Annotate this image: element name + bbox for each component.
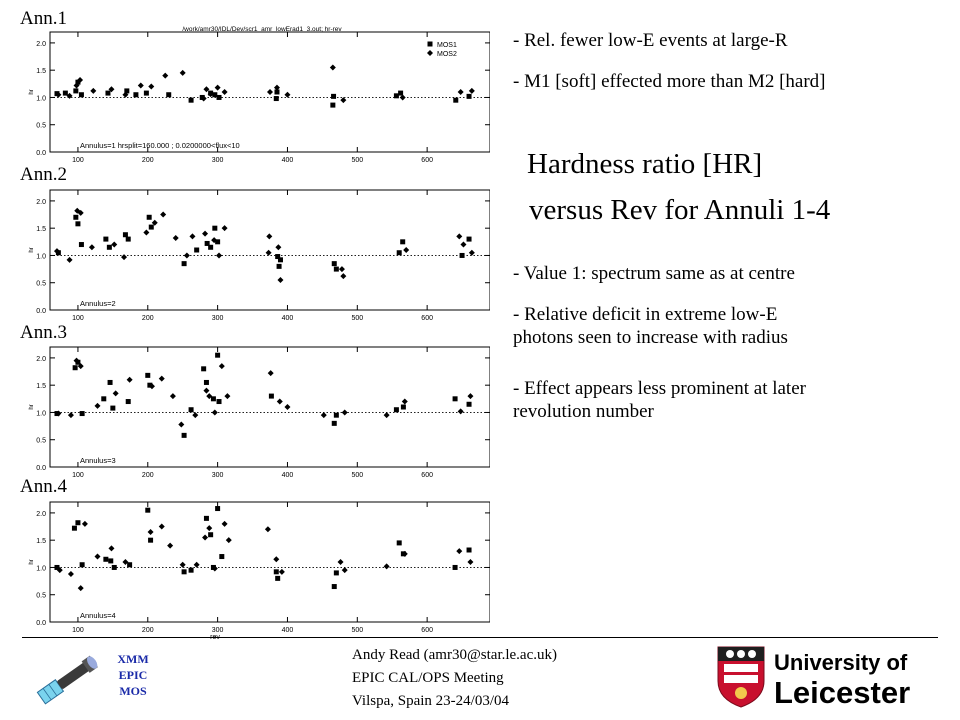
data-point-mos1 [75,520,80,525]
data-point-mos1 [204,380,209,385]
data-point-mos2 [184,252,190,258]
panel-label-1: Ann.1 [20,8,67,29]
data-point-mos1 [394,407,399,412]
data-point-mos2 [338,559,344,565]
data-point-mos1 [334,570,339,575]
y-tick-label: 2.0 [36,198,46,206]
data-point-mos2 [180,562,186,568]
y-tick-label: 0.5 [36,280,46,288]
x-tick-label: 500 [351,627,364,634]
data-point-mos2 [279,569,285,575]
hr-plot-svg-4 [0,492,490,640]
data-point-mos2 [127,377,133,383]
data-point-mos2 [167,543,173,549]
x-tick-label: 100 [72,315,84,320]
y-tick-label: 1.5 [36,226,46,234]
y-axis-label: hr [29,247,35,253]
plot-header: /work/amr30/IDL/Dev/scr1_amr_lowErad1_3.out; hr-rev [182,26,342,33]
plot-frame [50,347,490,467]
leicester-shield-icon [716,645,766,707]
data-point-mos2 [67,257,73,263]
x-tick-label: 100 [72,627,84,634]
x-tick-label: 400 [281,157,294,162]
y-tick-label: 2.0 [36,510,46,518]
data-point-mos1 [453,565,458,570]
hr-plot-annulus-2 [0,180,490,320]
data-point-mos2 [456,233,462,239]
footer-divider [22,637,938,638]
x-tick-label: 300 [211,157,224,162]
data-point-mos2 [275,244,281,250]
data-point-mos1 [274,569,279,574]
hr-plot-svg-3 [0,337,490,477]
y-tick-label: 0.5 [36,122,46,130]
data-point-mos1 [274,96,279,101]
data-point-mos1 [103,557,108,562]
data-point-mos1 [215,506,220,511]
x-tick-label: 400 [281,315,294,320]
data-point-mos1 [166,92,171,97]
data-point-mos2 [89,244,95,250]
data-point-mos1 [123,232,128,237]
footer-location-date: Vilspa, Spain 23-24/03/04 [352,693,510,709]
hr-plot-annulus-1 [0,22,490,162]
bullet-value-1: - Value 1: spectrum same as at centre [513,263,795,284]
data-point-mos1 [467,548,472,553]
data-point-mos2 [180,70,186,76]
y-tick-label: 1.5 [36,538,46,546]
data-point-mos2 [90,88,96,94]
data-point-mos1 [80,562,85,567]
legend-marker-mos1 [428,42,433,47]
data-point-mos2 [284,92,290,98]
panel-label-2: Ann.2 [20,164,67,185]
bullet-relative-deficit-line-2: photons seen to increase with radius [513,327,788,348]
y-tick-label: 0.5 [36,592,46,600]
panel-label-4: Ann.4 [20,476,67,497]
data-point-mos1 [334,267,339,272]
data-point-mos2 [222,521,228,527]
data-point-mos2 [121,254,127,260]
data-point-mos2 [456,548,462,554]
hr-plot-svg-1 [0,22,490,162]
legend-marker-mos2 [427,50,433,56]
data-point-mos1 [204,516,209,521]
university-of-leicester-logo [716,645,940,714]
data-point-mos1 [460,253,465,258]
data-point-mos2 [339,266,345,272]
data-point-mos2 [384,412,390,418]
data-point-mos2 [159,376,165,382]
data-point-mos2 [138,82,144,88]
data-point-mos1 [73,88,78,93]
data-point-mos2 [266,250,272,256]
data-point-mos1 [219,554,224,559]
y-tick-label: 2.0 [36,355,46,363]
leicester-logo-line-2: Leicester [774,675,911,709]
data-point-mos1 [149,225,154,230]
data-point-mos1 [189,98,194,103]
data-point-mos1 [217,399,222,404]
data-point-mos2 [403,247,409,253]
y-tick-label: 0.5 [36,437,46,445]
data-point-mos2 [216,252,222,258]
panel-label-3: Ann.3 [20,322,67,343]
data-point-mos1 [332,261,337,266]
plot-frame [50,502,490,622]
y-axis-label: hr [29,404,35,410]
data-point-mos2 [222,89,228,95]
slide-title-line-2: versus Rev for Annuli 1-4 [529,194,831,226]
annulus-annotation: Annulus=2 [80,299,116,308]
data-point-mos2 [219,363,225,369]
data-point-mos1 [201,366,206,371]
xmm-logo-line-1: XMM [117,652,149,666]
data-point-mos2 [143,230,149,236]
data-point-mos2 [194,562,200,568]
annulus-annotation: Annulus=1 hrsplit=160.000 ; 0.0200000<flux<10 [80,141,240,150]
data-point-mos2 [206,525,212,531]
data-point-mos2 [284,404,290,410]
data-point-mos1 [108,558,113,563]
data-point-mos1 [397,250,402,255]
bullet-relative-deficit-line-1: - Relative deficit in extreme low-E [513,304,778,325]
data-point-mos2 [202,534,208,540]
data-point-mos1 [331,94,336,99]
data-point-mos1 [211,396,216,401]
data-point-mos1 [278,257,283,262]
leicester-logo-line-1: University of [774,650,908,675]
data-point-mos1 [127,562,132,567]
data-point-mos1 [75,221,80,226]
xmm-logo-line-3: MOS [119,684,147,698]
data-point-mos2 [148,529,154,535]
data-point-mos2 [148,84,154,90]
data-point-mos2 [469,250,475,256]
data-point-mos2 [402,399,408,405]
data-point-mos2 [342,567,348,573]
data-point-mos1 [189,568,194,573]
xmm-logo-line-2: EPIC [118,668,148,682]
data-point-mos1 [133,92,138,97]
data-point-mos2 [224,393,230,399]
data-point-mos1 [208,532,213,537]
data-point-mos1 [400,239,405,244]
x-tick-label: 500 [351,315,364,320]
data-point-mos1 [105,91,110,96]
data-point-mos2 [162,73,168,79]
x-tick-label: 500 [351,472,364,477]
x-tick-label: 600 [421,157,433,162]
y-tick-label: 2.0 [36,40,46,48]
data-point-mos2 [108,545,114,551]
data-point-mos2 [215,85,221,91]
data-point-mos2 [469,88,475,94]
data-point-mos2 [330,64,336,70]
data-point-mos1 [126,399,131,404]
data-point-mos2 [189,233,195,239]
data-point-mos2 [340,273,346,279]
y-tick-label: 1.5 [36,68,46,76]
data-point-mos2 [68,412,74,418]
data-point-mos1 [182,569,187,574]
data-point-mos1 [182,433,187,438]
y-axis-label: hr [29,559,35,565]
data-point-mos1 [334,413,339,418]
x-tick-label: 200 [141,472,154,477]
x-axis-label: rev [210,634,220,640]
data-point-mos2 [94,403,100,409]
data-point-mos1 [110,406,115,411]
data-point-mos1 [467,237,472,242]
annulus-annotation: Annulus=3 [80,456,116,465]
data-point-mos2 [277,399,283,405]
data-point-mos1 [467,94,472,99]
data-point-mos1 [269,394,274,399]
data-point-mos1 [401,405,406,410]
hr-plot-annulus-4 [0,492,490,640]
data-point-mos1 [144,91,149,96]
data-point-mos1 [79,242,84,247]
data-point-mos2 [266,233,272,239]
data-point-mos2 [94,554,100,560]
y-tick-label: 0.0 [36,150,46,157]
data-point-mos2 [192,412,198,418]
footer-meeting: EPIC CAL/OPS Meeting [352,670,504,686]
data-point-mos2 [460,242,466,248]
data-point-mos2 [202,231,208,237]
x-tick-label: 300 [211,315,224,320]
data-point-mos2 [170,393,176,399]
data-point-mos1 [147,215,152,220]
data-point-mos1 [101,396,106,401]
data-point-mos1 [217,95,222,100]
data-point-mos1 [194,248,199,253]
data-point-mos1 [112,565,117,570]
data-point-mos1 [108,380,113,385]
bullet-relative-deficit [513,303,788,349]
data-point-mos1 [73,365,78,370]
y-tick-label: 1.0 [36,565,46,573]
y-axis-label: hr [29,89,35,95]
x-tick-label: 600 [421,472,433,477]
data-point-mos2 [277,277,283,283]
data-point-mos2 [203,388,209,394]
data-point-mos1 [107,245,112,250]
y-tick-label: 0.0 [36,465,46,472]
annulus-annotation: Annulus=4 [80,611,116,620]
data-point-mos1 [145,508,150,513]
x-tick-label: 100 [72,157,84,162]
x-tick-label: 500 [351,157,364,162]
y-tick-label: 1.0 [36,253,46,261]
data-point-mos2 [458,89,464,95]
data-point-mos1 [275,576,280,581]
data-point-mos1 [189,407,194,412]
bullet-effect-less-prominent [513,377,806,423]
data-point-mos1 [453,98,458,103]
bullet-m1-soft: - M1 [soft] effected more than M2 [hard] [513,71,826,92]
data-point-mos2 [178,421,184,427]
xmm-epic-mos-logo [113,651,153,699]
data-point-mos1 [103,237,108,242]
data-point-mos1 [148,538,153,543]
data-point-mos1 [453,396,458,401]
data-point-mos1 [332,584,337,589]
data-point-mos2 [111,242,117,248]
bullet-effect-line-2: revolution number [513,401,654,422]
data-point-mos2 [384,563,390,569]
x-tick-label: 200 [141,157,154,162]
data-point-mos1 [397,540,402,545]
data-point-mos2 [458,408,464,414]
data-point-mos2 [226,537,232,543]
x-tick-label: 100 [72,472,84,477]
data-point-mos1 [332,421,337,426]
x-tick-label: 400 [281,627,294,634]
x-tick-label: 300 [211,472,224,477]
data-point-mos2 [467,559,473,565]
data-point-mos2 [212,409,218,415]
data-point-mos2 [342,409,348,415]
x-tick-label: 600 [421,627,433,634]
data-point-mos1 [208,245,213,250]
data-point-mos2 [265,526,271,532]
x-tick-label: 200 [141,627,154,634]
hr-plot-annulus-3 [0,337,490,477]
data-point-mos1 [330,103,335,108]
x-tick-label: 600 [421,315,433,320]
y-tick-label: 1.0 [36,95,46,103]
data-point-mos2 [267,89,273,95]
x-tick-label: 200 [141,315,154,320]
data-point-mos2 [78,585,84,591]
data-point-mos2 [113,390,119,396]
y-tick-label: 1.0 [36,410,46,418]
data-point-mos1 [145,373,150,378]
y-tick-label: 0.0 [36,620,46,627]
data-point-mos1 [215,353,220,358]
data-point-mos1 [467,402,472,407]
legend-label-mos1: MOS1 [437,42,457,49]
data-point-mos1 [182,261,187,266]
data-point-mos1 [80,411,85,416]
data-point-mos2 [268,370,274,376]
data-point-mos1 [79,92,84,97]
plot-frame [50,190,490,310]
data-point-mos2 [173,235,179,241]
data-point-mos2 [321,412,327,418]
y-tick-label: 1.5 [36,383,46,391]
data-point-mos1 [63,91,68,96]
x-tick-label: 400 [281,472,294,477]
xmm-satellite-icon [32,648,106,717]
data-point-mos2 [159,524,165,530]
data-point-mos2 [160,212,166,218]
data-point-mos1 [72,526,77,531]
data-point-mos1 [277,264,282,269]
data-point-mos1 [73,215,78,220]
footer-author: Andy Read (amr30@star.le.ac.uk) [352,647,557,663]
bullet-effect-line-1: - Effect appears less prominent at later [513,378,806,399]
data-point-mos2 [68,571,74,577]
bullet-fewer-low-e: - Rel. fewer low-E events at large-R [513,30,788,51]
slide-title-line-1: Hardness ratio [HR] [527,148,763,180]
data-point-mos2 [82,521,88,527]
legend-label-mos2: MOS2 [437,51,457,58]
hr-plot-svg-2 [0,180,490,320]
data-point-mos1 [212,226,217,231]
data-point-mos2 [222,225,228,231]
data-point-mos2 [467,393,473,399]
data-point-mos2 [340,97,346,103]
x-tick-label: 300 [211,627,224,634]
data-point-mos1 [126,237,131,242]
y-tick-label: 0.0 [36,308,46,315]
data-point-mos2 [273,556,279,562]
